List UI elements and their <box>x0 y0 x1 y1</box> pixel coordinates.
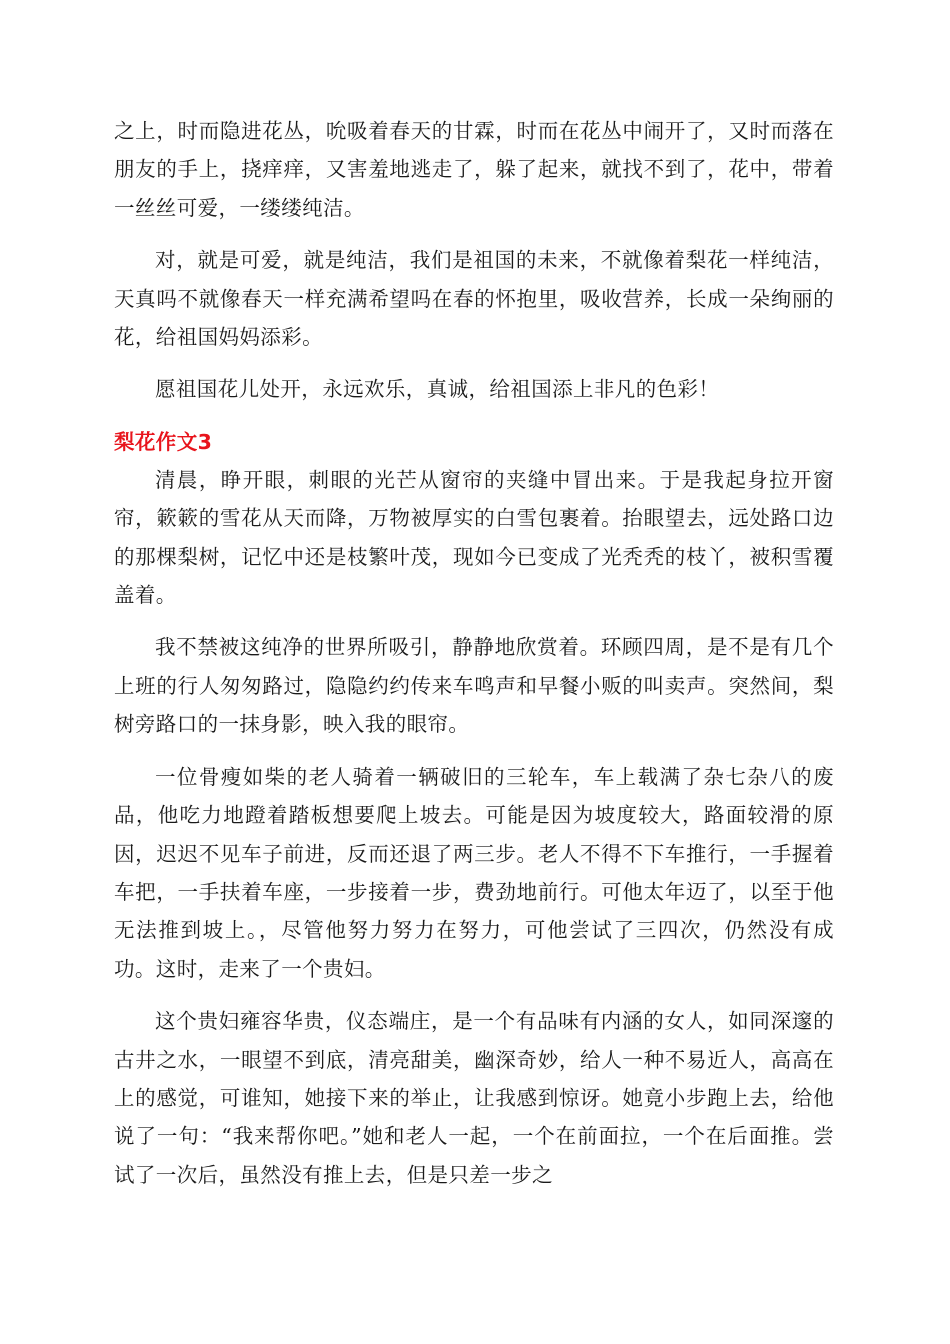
paragraph: 对，就是可爱，就是纯洁，我们是祖国的未来，不就像着梨花一样纯洁，天真吗不就像春天一样充满希望吗在春的怀抱里，吸收营养，长成一朵绚丽的花，给祖国妈妈添彩。 <box>114 248 834 350</box>
section-heading: 梨花作文3 <box>114 429 213 454</box>
paragraph: 一位骨瘦如柴的老人骑着一辆破旧的三轮车，车上载满了杂七杂八的废品，他吃力地蹬着踏板想要爬上坡去。可能是因为坡度较大，路面较滑的原因，迟迟不见车子前进，反而还退了两三步。老人不得不下车推行，一手握着车把，一手扶着车座，一步接着一步，费劲地前行。可他太年迈了，以至于他无法推到坡上。，尽管他努力努力在努力，可他尝试了三四次，仍然没有成功。这时，走来了一个贵妇。 <box>114 764 834 981</box>
paragraph: 清晨，睁开眼，刺眼的光芒从窗帘的夹缝中冒出来。于是我起身拉开窗帘，簌簌的雪花从天而降，万物被厚实的白雪包裹着。抬眼望去，远处路口边的那棵梨树，记忆中还是枝繁叶茂，现如今已变成了光秃秃的枝丫，被积雪覆盖着。 <box>114 467 834 608</box>
paragraph: 我不禁被这纯净的世界所吸引，静静地欣赏着。环顾四周，是不是有几个上班的行人匆匆路过，隐隐约约传来车鸣声和早餐小贩的叫卖声。突然间，梨树旁路口的一抹身影，映入我的眼帘。 <box>114 635 834 737</box>
document-page <box>114 112 834 1194</box>
paragraph: 愿祖国花儿处开，永远欢乐，真诚，给祖国添上非凡的色彩！ <box>155 377 720 402</box>
paragraph: 这个贵妇雍容华贵，仪态端庄，是一个有品味有内涵的女人，如同深邃的古井之水，一眼望不到底，清亮甜美，幽深奇妙，给人一种不易近人，高高在上的感觉，可谁知，她接下来的举止，让我感到惊讶。她竟小步跑上去，给他说了一句：“我来帮你吧。”她和老人一起，一个在前面拉，一个在后面推。尝试了一次后，虽然没有推上去，但是只差一步之 <box>114 1009 834 1187</box>
paragraph-continued: 之上，时而隐进花丛，吮吸着春天的甘霖，时而在花丛中闹开了，又时而落在朋友的手上，挠痒痒，又害羞地逃走了，躲了起来，就找不到了，花中，带着一丝丝可爱，一缕缕纯洁。 <box>114 119 834 220</box>
